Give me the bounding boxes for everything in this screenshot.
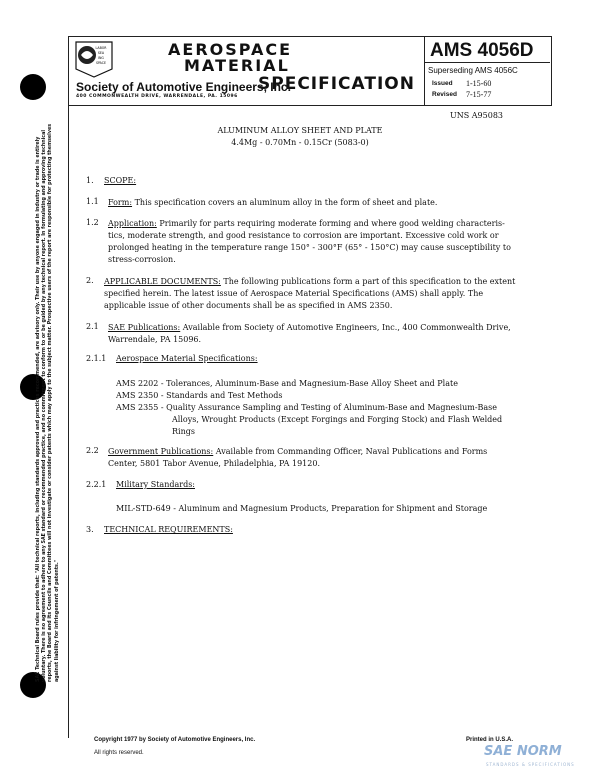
s1-num: 1.: [86, 176, 94, 185]
ams-list-item: AMS 2355 - Quality Assurance Sampling and Testing of Aluminum-Base and Magnesium-Base: [116, 403, 498, 412]
s1-title: SCOPE:: [104, 176, 137, 185]
header-address: 400 COMMONWEALTH DRIVE, WARRENDALE, PA. 15096: [76, 94, 238, 99]
s3-title: TECHNICAL REQUIREMENTS:: [104, 525, 233, 534]
s211-lead: Aerospace Material Specifications:: [116, 354, 258, 363]
header-right-divider: [424, 62, 550, 63]
issued-value: 1-15-60: [466, 79, 492, 88]
s22-lead: Government Publications:: [108, 447, 214, 456]
header-aerospace: AEROSPACE: [168, 40, 293, 59]
footer-copyright: Copyright 1977 by Society of Automotive Engineers, Inc.: [94, 737, 256, 743]
svg-text:SEA: SEA: [97, 51, 105, 55]
s12-num: 1.2: [86, 218, 99, 227]
doc-title-line2: 4.4Mg - 0.70Mn - 0.15Cr (5083-0): [231, 138, 369, 147]
s221-num: 2.2.1: [86, 480, 107, 489]
revised-label: Revised: [432, 91, 457, 98]
s2-num: 2.: [86, 276, 94, 285]
header-society: Society of Automotive Engineers, Inc.: [76, 80, 291, 94]
s2-lead: APPLICABLE DOCUMENTS:: [104, 277, 221, 286]
s21-num: 2.1: [86, 322, 99, 331]
ams-list-item: Rings: [172, 427, 195, 436]
sae-logo-icon: [74, 39, 114, 79]
superseding: Superseding AMS 4056C: [428, 66, 518, 75]
svg-text:LABOR: LABOR: [95, 46, 107, 50]
header-specification: SPECIFICATION: [258, 74, 415, 94]
header-material: MATERIAL: [184, 56, 290, 75]
s2-line1: The following publications form a part of this specification to the extent: [223, 277, 516, 286]
s2-line2: specified herein. The latest issue of Aerospace Material Specifications (AMS) shall apply. The: [104, 289, 484, 298]
s221-lead: Military Standards:: [116, 480, 195, 489]
legal-sidebar: SAE Technical Board rules provide that: "All technical reports, including standards approved and practices recommended, are advisory only. Their use by anyone engaged in industry or trade is entirely voluntary. There is no agreement to adhere to any SAE standard or recommended practice, and no commitment to conform to or be guided by any technical report. In formulating and approving technical reports, the Board and its Councils and Committees will not investigate or consider patents which may apply to the subject matter. Prospective users of the report are responsible for protecting themselves against liability for infringement of patents.": [36, 123, 60, 682]
doc-title-line1: ALUMINUM ALLOY SHEET AND PLATE: [217, 126, 383, 135]
svg-text:SPACE: SPACE: [95, 61, 107, 65]
s12-line2: tics, moderate strength, and good resistance to corrosion are important. Excessive cold work or: [108, 231, 499, 240]
uns-number: UNS A95083: [450, 111, 503, 120]
s12-line4: stress-corrosion.: [108, 255, 176, 264]
ams-list-item: Alloys, Wrought Products (Except Forgings and Forging Stock) and Flash Welded: [172, 415, 503, 424]
punch-hole-top: [20, 74, 46, 100]
s21-lead: SAE Publications:: [108, 323, 181, 332]
ams-list-item: AMS 2350 - Standards and Test Methods: [116, 391, 283, 400]
footer-rights: All rights reserved.: [94, 750, 144, 756]
s22-line1: Available from Commanding Officer, Naval Publications and Forms: [215, 447, 488, 456]
s3-num: 3.: [86, 525, 94, 534]
s2-line3: applicable issue of other documents shall be as specified in AMS 2350.: [104, 301, 393, 310]
watermark-sub: STANDARDS & SPECIFICATIONS: [486, 762, 575, 767]
s11-lead: Form:: [108, 198, 133, 207]
watermark-brand: SAE NORM: [484, 744, 562, 759]
svg-text:ING: ING: [98, 56, 104, 60]
doc-number: AMS 4056D: [430, 40, 534, 61]
s11-num: 1.1: [86, 197, 99, 206]
ams-list-item: AMS 2202 - Tolerances, Aluminum-Base and Magnesium-Base Alloy Sheet and Plate: [116, 379, 458, 388]
s22-line2: Center, 5801 Tabor Avenue, Philadelphia, PA 19120.: [108, 459, 320, 468]
s21-line1: Available from Society of Automotive Engineers, Inc., 400 Commonwealth Drive,: [182, 323, 511, 332]
mil-std-item: MIL-STD-649 - Aluminum and Magnesium Products, Preparation for Shipment and Storage: [116, 504, 488, 513]
footer-printed: Printed in U.S.A.: [466, 737, 514, 743]
s22-num: 2.2: [86, 446, 99, 455]
revised-value: 7-15-77: [466, 90, 492, 99]
s21-line2: Warrendale, PA 15096.: [108, 335, 202, 344]
s12-lead: Application:: [108, 219, 157, 228]
s211-num: 2.1.1: [86, 354, 107, 363]
s11-text: This specification covers an aluminum alloy in the form of sheet and plate.: [134, 198, 438, 207]
issued-label: Issued: [432, 80, 453, 87]
s12-line1: Primarily for parts requiring moderate forming and where good welding characteris-: [159, 219, 505, 228]
s12-line3: prolonged heating in the temperature range 150° - 300°F (65° - 150°C) may cause susceptibility to: [108, 243, 511, 252]
